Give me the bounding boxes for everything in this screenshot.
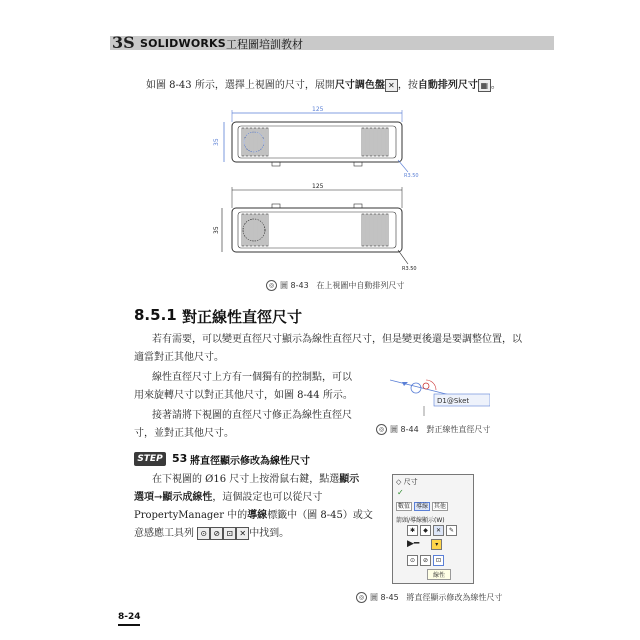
intro-text-mid: ，按 [397,80,418,91]
top-width-dim: 125 [312,106,324,113]
intro-paragraph: 如圖 8-43 所示，選擇上視圖的尺寸，展開尺寸調色盤 ✕ ，按自動排列尺寸 ▦ 。 [146,80,501,91]
para3-line2: 寸，並對正其他尺寸。 [134,428,234,439]
bottom-radius-dim: R3.50 [402,266,417,272]
caption-8-45-number: 圖 8-45 [370,593,399,602]
para2-line1: 線性直徑尺寸上方有一個獨有的控制點，可以 [152,372,352,383]
top-view-body [232,122,402,162]
arrow-right-icon[interactable]: ▶━ [407,539,420,549]
section-number: 8.5.1 [134,306,177,324]
figure-icon: ◎ [266,280,277,291]
step-title: 將直徑顯示修改為線性尺寸 [190,456,310,467]
pm-title: 尺寸 [403,478,418,486]
para4-bold1: 顯示 [339,474,360,485]
paragraph-4 [152,470,382,489]
bottom-view-body [232,208,402,252]
para1-line1: 若有需要，可以變更直徑尺寸顯示為線性直徑尺寸，但是變更後還是要調整位置，以 [152,334,522,345]
paragraph-2 [152,368,372,387]
step-number: 53 [172,452,188,465]
tab-other[interactable]: 其他 [433,503,446,510]
caption-8-45-text: 將直徑顯示修改為線性尺寸 [406,593,503,602]
intro-text-pre: 如圖 8-43 所示，選擇上視圖的尺寸，展開 [146,80,335,91]
para4-bold3: 導線 [247,510,268,521]
pen-icon[interactable]: ✎ [446,525,457,536]
paragraph-4-l3 [134,506,384,525]
book-title: 工程圖培訓教材 [226,38,303,51]
page-number: 8-24 [118,612,141,622]
paragraph-3-cont [134,424,374,443]
folder-icon[interactable]: ▾ [431,539,442,550]
figure-icon: ◎ [356,592,367,603]
diameter-icon[interactable]: ⊙ [407,555,418,566]
dimension-icon: ◇ [396,478,402,486]
property-manager-panel [392,474,474,584]
arrow-style-2-icon[interactable]: ◆ [420,525,431,536]
paragraph-1 [152,330,524,349]
caption-8-45 [356,592,502,603]
para2-line2: 用來旋轉尺寸以對正其他尺寸，如圖 8-44 所示。 [134,390,353,401]
top-height-dim: 35 [213,138,220,146]
para3-line1: 接著請將下視圖的直徑尺寸修正為線性直徑尺 [152,410,352,421]
para4-line1: 在下視圖的 Ø16 尺寸上按滑鼠右鍵，點選 [152,474,340,485]
right-grip [362,128,388,156]
step-badge: STEP [134,452,166,466]
para4-line3-post: 標籤中（圖 8-45）或文 [267,510,373,521]
caption-8-43-text: 在上視圖中自動排列尺寸 [316,281,405,290]
caption-8-44-text: 對正線性直徑尺寸 [426,425,491,434]
palette-icon: ✕ [236,527,249,540]
diameter-icon: ⊙ [197,527,210,540]
tab-value[interactable]: 數值 [398,503,411,510]
caption-8-44 [376,424,490,435]
page-number-underline [118,624,140,626]
palette-icon: ✕ [385,79,398,92]
arrow-style-1-icon[interactable]: ✱ [407,525,418,536]
brand-name: SOLIDWORKS [140,37,226,50]
paragraph-2-cont [134,386,374,405]
arrow-style-3-icon[interactable]: ✕ [433,525,444,536]
radius-icon: ⊘ [210,527,223,540]
figure-icon: ◎ [376,424,387,435]
solidworks-logo-icon: 3S [112,33,135,52]
para4-line4-post: 中找到。 [249,528,290,539]
linear-icon: ⊡ [223,527,236,540]
para4-bold2: 選項→顯示成線性 [134,492,213,503]
ok-check-icon[interactable]: ✓ [397,488,404,497]
paragraph-4-l2 [134,488,384,507]
pm-tabs [396,501,473,510]
dim-label: D1@Sket [437,397,470,405]
para4-line3-pre: PropertyManager 中的 [134,510,248,521]
paragraph-3 [152,406,372,425]
intro-bold-palette: 尺寸調色盤 [334,80,385,91]
intro-bold-autoarrange: 自動排列尺寸 [417,80,478,91]
tab-leaders[interactable]: 導線 [415,503,428,510]
bottom-height-dim: 35 [213,226,220,234]
figure-8-43 [212,100,442,280]
top-radius-dim: R3.50 [404,173,419,179]
tooltip: 線性 [427,569,451,580]
para1-line2: 適當對正其他尺寸。 [134,352,224,363]
caption-8-43-number: 圖 8-43 [280,281,309,290]
radius-icon[interactable]: ⊘ [420,555,431,566]
caption-8-43 [266,280,404,291]
linear-diameter-icon[interactable]: ⊡ [433,555,444,566]
figure-8-44 [390,370,490,420]
control-point-icon [411,383,421,393]
para4-line2: ，這個設定也可以從尺寸 [212,492,323,503]
pm-group-label: 箭頭/導線顯示(W) [396,517,445,524]
caption-8-44-number: 圖 8-44 [390,425,419,434]
bottom-width-dim: 125 [312,183,324,190]
para4-line4-pre: 意感應工具列 [134,528,194,539]
section-title: 對正線性直徑尺寸 [182,308,303,326]
auto-arrange-icon: ▦ [478,79,491,92]
paragraph-1-cont [134,348,514,367]
paragraph-4-l4 [134,524,384,543]
